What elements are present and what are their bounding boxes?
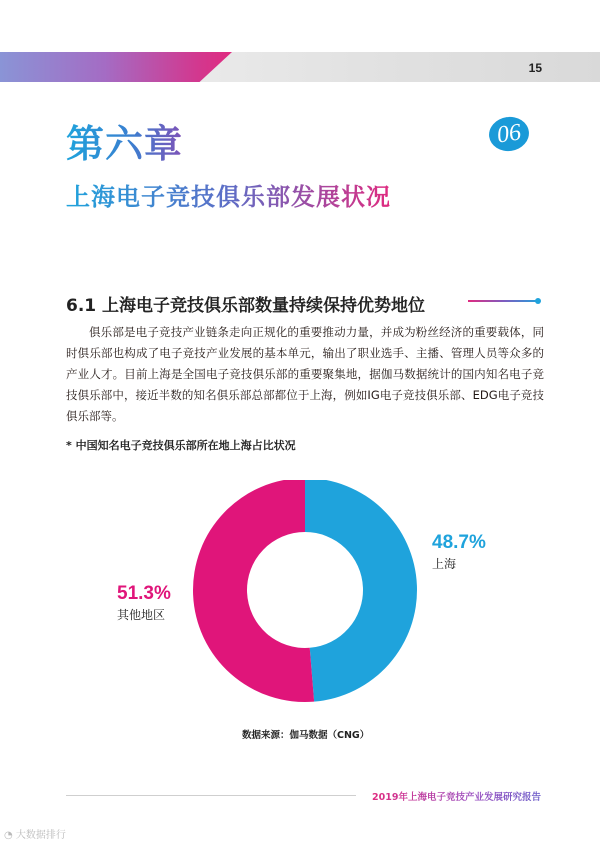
section-rule-decoration [468, 300, 540, 302]
chart-caption: * 中国知名电子竞技俱乐部所在地上海占比状况 [66, 439, 296, 452]
watermark-logo: ◔ 大数据排行 [4, 830, 66, 841]
section-body-text: 俱乐部是电子竞技产业链条走向正规化的重要推动力量，并成为粉丝经济的重要载体，同时俱乐部也构成了电子竞技产业发展的基本单元，输出了职业选手、主播、管理人员等众多的产业人才。目前上海是全国电子竞技俱乐部的重要聚集地，据伽马数据统计的国内知名电子竞技俱乐部中，接近半数的知名俱乐部总部都位于上海，例如IG电子竞技俱乐部、EDG电子竞技俱乐部等。 [66, 325, 544, 423]
footer-rule [66, 795, 356, 796]
other-name-label: 其他地区 [117, 608, 166, 622]
page-number: 15 [528, 61, 542, 75]
donut-slice-other [193, 480, 314, 702]
chapter-subtitle: 上海电子竞技俱乐部发展状况 [66, 177, 391, 212]
section-title: 6.1 上海电子竞技俱乐部数量持续保持优势地位 [66, 296, 426, 316]
data-source: 数据来源：伽马数据（CNG） [242, 730, 370, 741]
header-accent-band [0, 52, 232, 82]
chapter-title: 第六章 [66, 113, 183, 168]
donut-slice-shanghai [305, 480, 417, 702]
shanghai-percentage-label: 48.7% [432, 532, 486, 553]
watermark-text: 大数据排行 [15, 830, 66, 841]
shanghai-name-label: 上海 [432, 557, 457, 571]
other-percentage-label: 51.3% [117, 583, 171, 604]
footer-report-title: 2019年上海电子竞技产业发展研究报告 [372, 789, 541, 803]
chapter-number-badge: 06 [487, 114, 531, 153]
donut-chart [0, 480, 600, 720]
